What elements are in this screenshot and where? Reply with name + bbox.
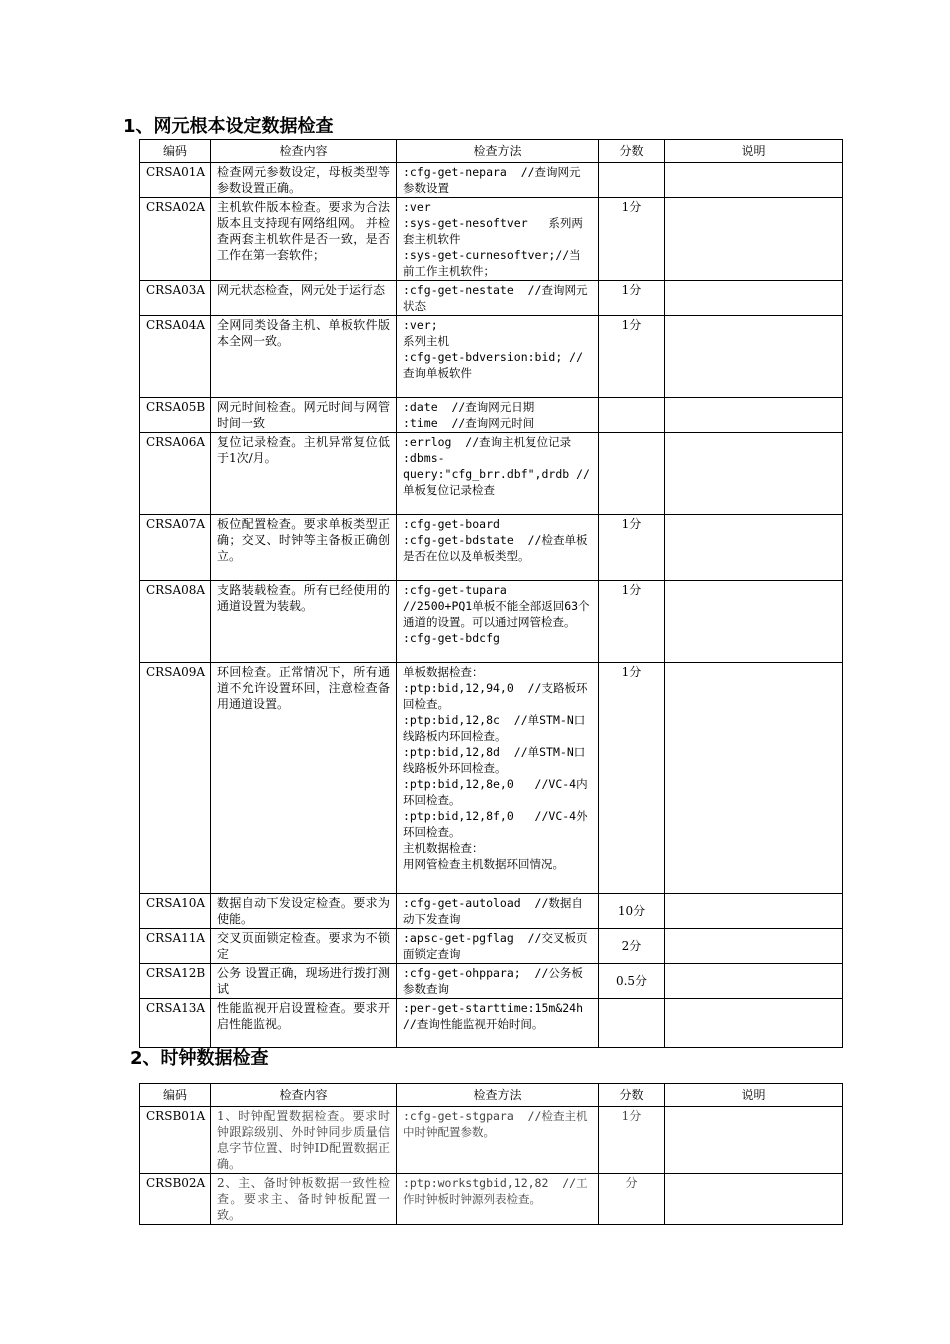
- table-row: [140, 581, 843, 663]
- row-note: [665, 581, 843, 663]
- row-content: 性能监视开启设置检查。要求开启性能监视。: [211, 999, 397, 1048]
- row-note: [665, 198, 843, 281]
- network-settings-table: [139, 139, 843, 1048]
- method-line: :sys-get-nesoftver 系列两套主机软件: [403, 216, 583, 246]
- method-line: :ptp:bid,12,94,0 //支路板环回检查。: [403, 681, 588, 711]
- table-row: [140, 663, 843, 894]
- table-header-row: [140, 1084, 843, 1107]
- method-line: :ver: [403, 200, 431, 214]
- row-score: 1分: [599, 1107, 665, 1174]
- method-line: 单板数据检查：: [403, 665, 484, 679]
- table-row: [140, 1107, 843, 1174]
- method-line: :dbms-query:"cfg_brr.dbf",drdb //单板复位记录检查: [403, 451, 590, 497]
- section-1-title: 1、网元根本设定数据检查: [123, 116, 334, 137]
- header-code: 编码: [140, 1084, 211, 1107]
- row-code: CRSA07A: [140, 515, 211, 581]
- header-method: 检查方法: [397, 1084, 599, 1107]
- row-method: [397, 281, 599, 316]
- row-content: 公务 设置正确，现场进行拨打测试: [211, 964, 397, 999]
- table-row: [140, 433, 843, 515]
- row-score: 1分: [599, 663, 665, 894]
- method-line: 用网管检查主机数据环回情况。: [403, 857, 564, 871]
- method-line: :errlog //查询主机复位记录: [403, 435, 572, 449]
- header-content: 检查内容: [211, 140, 397, 163]
- row-score: 10分: [599, 894, 665, 929]
- method-line: :cfg-get-bdstate //检查单板是否在位以及单板类型。: [403, 533, 588, 563]
- row-note: [665, 433, 843, 515]
- method-line: :ptp:bid,12,8e,0 //VC-4内环回检查。: [403, 777, 588, 807]
- row-note: [665, 398, 843, 433]
- row-content: 网元状态检查，网元处于运行态: [211, 281, 397, 316]
- row-code: CRSA10A: [140, 894, 211, 929]
- method-line: :ptp:bid,12,8f,0 //VC-4外环回检查。: [403, 809, 588, 839]
- row-content: 网元时间检查。网元时间与网管时间一致: [211, 398, 397, 433]
- row-content: 检查网元参数设定，母板类型等参数设置正确。: [211, 163, 397, 198]
- row-score: 1分: [599, 515, 665, 581]
- row-code: CRSA05B: [140, 398, 211, 433]
- row-method: [397, 316, 599, 398]
- table-row: [140, 999, 843, 1048]
- row-method: [397, 515, 599, 581]
- row-content: 主机软件版本检查。要求为合法版本且支持现有网络组网。 并检查两套主机软件是否一致，是否工作在第一套软件；: [211, 198, 397, 281]
- method-line: :apsc-get-pgflag //交叉板页面锁定查询: [403, 931, 588, 961]
- row-score: [599, 433, 665, 515]
- header-score: 分数: [599, 1084, 665, 1107]
- row-score: 2分: [599, 929, 665, 964]
- row-content: 交叉页面锁定检查。要求为不锁定: [211, 929, 397, 964]
- row-note: [665, 929, 843, 964]
- row-method: [397, 1107, 599, 1174]
- method-line: :ptp:bid,12,8d //单STM-N口线路板外环回检查。: [403, 745, 586, 775]
- row-score: [599, 398, 665, 433]
- row-note: [665, 894, 843, 929]
- row-score: 1分: [599, 316, 665, 398]
- method-line: :cfg-get-tupara: [403, 583, 507, 597]
- row-note: [665, 999, 843, 1048]
- row-content: 支路装载检查。所有已经使用的通道设置为装载。: [211, 581, 397, 663]
- section-2-title: 2、时钟数据检查: [130, 1048, 269, 1069]
- row-method: [397, 1174, 599, 1225]
- row-method: [397, 163, 599, 198]
- header-note: 说明: [665, 140, 843, 163]
- row-note: [665, 663, 843, 894]
- method-line: :cfg-get-bdversion:bid; //查询单板软件: [403, 350, 584, 380]
- table-header-row: [140, 140, 843, 163]
- row-method: [397, 894, 599, 929]
- row-note: [665, 316, 843, 398]
- row-content: 1、时钟配置数据检查。要求时钟跟踪级别、外时钟同步质量信息字节位置、时钟ID配置数据正确。: [211, 1107, 397, 1174]
- table-row: [140, 964, 843, 999]
- header-note: 说明: [665, 1084, 843, 1107]
- row-content: 全网同类设备主机、单板软件版本全网一致。: [211, 316, 397, 398]
- header-code: 编码: [140, 140, 211, 163]
- row-content: 数据自动下发设定检查。要求为使能。: [211, 894, 397, 929]
- method-line: :cfg-get-bdcfg: [403, 631, 500, 645]
- row-method: [397, 398, 599, 433]
- row-method: [397, 964, 599, 999]
- method-line: :cfg-get-autoload //数据自动下发查询: [403, 896, 583, 926]
- row-code: CRSA08A: [140, 581, 211, 663]
- method-line: //2500+PQ1单板不能全部返回63个通道的设置。可以通过网管检查。: [403, 599, 590, 629]
- method-line: 主机数据检查：: [403, 841, 484, 855]
- method-line: :cfg-get-stgpara //检查主机中时钟配置参数。: [403, 1109, 588, 1139]
- row-code: CRSA13A: [140, 999, 211, 1048]
- row-code: CRSA11A: [140, 929, 211, 964]
- table-row: [140, 515, 843, 581]
- row-score: 1分: [599, 581, 665, 663]
- method-line: :ptp:workstgbid,12,82 //工作时钟板时钟源列表检查。: [403, 1176, 588, 1206]
- row-code: CRSA01A: [140, 163, 211, 198]
- method-line: :cfg-get-board: [403, 517, 500, 531]
- row-code: CRSB01A: [140, 1107, 211, 1174]
- row-code: CRSA03A: [140, 281, 211, 316]
- row-code: CRSA09A: [140, 663, 211, 894]
- method-line: :time //查询网元时间: [403, 416, 535, 430]
- row-score: 1分: [599, 198, 665, 281]
- row-note: [665, 515, 843, 581]
- row-content: 2、主、备时钟板数据一致性检查。要求主、备时钟板配置一致。: [211, 1174, 397, 1225]
- table-row: [140, 163, 843, 198]
- method-line: :per-get-starttime:15m&24h //查询性能监视开始时间。: [403, 1001, 597, 1031]
- row-content: 板位配置检查。要求单板类型正确；交叉、时钟等主备板正确创立。: [211, 515, 397, 581]
- method-line: :ver;: [403, 318, 438, 332]
- row-note: [665, 1107, 843, 1174]
- table-row: [140, 198, 843, 281]
- clock-data-table: [139, 1083, 843, 1225]
- table-row: [140, 281, 843, 316]
- row-method: [397, 663, 599, 894]
- method-line: :cfg-get-nestate //查询网元状态: [403, 283, 588, 313]
- header-score: 分数: [599, 140, 665, 163]
- row-method: [397, 198, 599, 281]
- method-line: :ptp:bid,12,8c //单STM-N口线路板内环回检查。: [403, 713, 586, 743]
- table-row: [140, 1174, 843, 1225]
- table-row: [140, 894, 843, 929]
- row-content: 复位记录检查。主机异常复位低于1次/月。: [211, 433, 397, 515]
- row-method: [397, 999, 599, 1048]
- method-line: :cfg-get-nepara //查询网元参数设置: [403, 165, 581, 195]
- row-score: 1分: [599, 281, 665, 316]
- row-score: 0.5分: [599, 964, 665, 999]
- row-method: [397, 581, 599, 663]
- method-line: :sys-get-curnesoftver;//当前工作主机软件；: [403, 248, 581, 278]
- row-code: CRSA02A: [140, 198, 211, 281]
- row-code: CRSB02A: [140, 1174, 211, 1225]
- header-content: 检查内容: [211, 1084, 397, 1107]
- row-note: [665, 163, 843, 198]
- row-note: [665, 1174, 843, 1225]
- table-row: [140, 398, 843, 433]
- table-row: [140, 929, 843, 964]
- row-method: [397, 929, 599, 964]
- row-score: [599, 163, 665, 198]
- row-method: [397, 433, 599, 515]
- method-line: :cfg-get-ohppara; //公务板参数查询: [403, 966, 583, 996]
- row-note: [665, 964, 843, 999]
- method-line: :date //查询网元日期: [403, 400, 535, 414]
- row-score: 分: [599, 1174, 665, 1225]
- row-content: 环回检查。正常情况下，所有通道不允许设置环回，注意检查备用通道设置。: [211, 663, 397, 894]
- table-row: [140, 316, 843, 398]
- row-code: CRSA04A: [140, 316, 211, 398]
- method-line: 系列主机: [403, 334, 449, 348]
- row-note: [665, 281, 843, 316]
- row-code: CRSA06A: [140, 433, 211, 515]
- row-score: [599, 999, 665, 1048]
- row-code: CRSA12B: [140, 964, 211, 999]
- header-method: 检查方法: [397, 140, 599, 163]
